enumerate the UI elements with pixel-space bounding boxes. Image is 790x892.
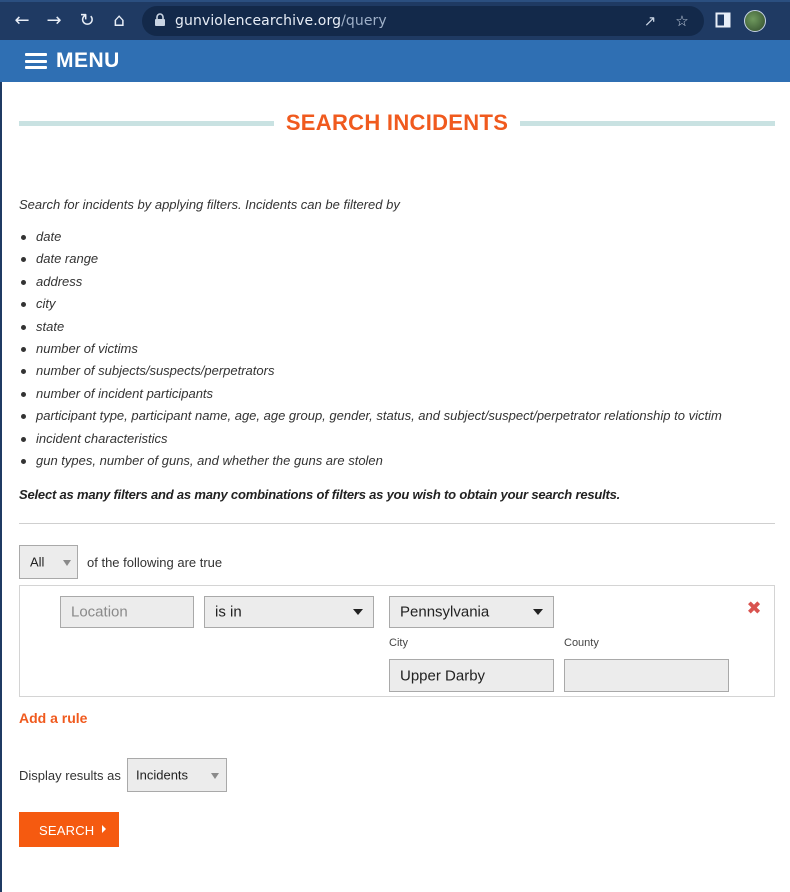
instructions-text: Select as many filters and as many combinations of filters as you wish to obtain your search results. bbox=[19, 487, 621, 502]
list-item: date range bbox=[19, 249, 779, 271]
list-item: participant type, participant name, age, age group, gender, status, and subject/suspect/perpetrator relationship to victim bbox=[19, 406, 779, 428]
operator-select[interactable]: is in bbox=[204, 596, 374, 628]
divider bbox=[19, 523, 775, 524]
city-input[interactable]: Upper Darby bbox=[389, 659, 554, 692]
chevron-down-icon bbox=[533, 609, 543, 615]
back-icon[interactable]: ← bbox=[14, 10, 30, 31]
city-label: City bbox=[389, 637, 408, 649]
field-input[interactable]: Location bbox=[60, 596, 194, 628]
list-item: gun types, number of guns, and whether the guns are stolen bbox=[19, 451, 779, 473]
list-item: number of victims bbox=[19, 339, 779, 361]
page-left-edge bbox=[0, 82, 2, 892]
match-suffix: of the following are true bbox=[87, 555, 223, 570]
county-input[interactable] bbox=[564, 659, 729, 692]
page-title: SEARCH INCIDENTS bbox=[285, 110, 509, 135]
county-label: County bbox=[564, 637, 599, 649]
intro-text: Search for incidents by applying filters. Incidents can be filtered by bbox=[19, 197, 400, 212]
chevron-down-icon bbox=[63, 560, 71, 566]
chevron-down-icon bbox=[353, 609, 363, 615]
share-icon[interactable]: ↗ bbox=[643, 12, 657, 30]
filter-list bbox=[19, 227, 779, 473]
address-bar[interactable] bbox=[142, 6, 704, 36]
display-results-label: Display results as bbox=[19, 768, 121, 783]
reload-icon[interactable]: ↻ bbox=[79, 10, 95, 31]
site-header bbox=[0, 40, 790, 82]
list-item: date bbox=[19, 227, 779, 249]
state-select[interactable]: Pennsylvania bbox=[389, 596, 554, 628]
chevron-down-icon bbox=[211, 773, 219, 779]
browser-toolbar bbox=[0, 0, 790, 40]
title-rule-left bbox=[19, 121, 274, 126]
list-item: number of incident participants bbox=[19, 384, 779, 406]
tab-strip-edge bbox=[0, 0, 790, 2]
list-item: address bbox=[19, 272, 779, 294]
list-item: state bbox=[19, 317, 779, 339]
match-select[interactable]: All bbox=[19, 545, 78, 579]
hamburger-icon[interactable] bbox=[25, 53, 47, 69]
star-icon[interactable]: ☆ bbox=[675, 12, 689, 30]
list-item: incident characteristics bbox=[19, 429, 779, 451]
avatar[interactable] bbox=[744, 10, 766, 32]
display-results-select[interactable]: Incidents bbox=[127, 758, 227, 792]
title-rule-right bbox=[520, 121, 775, 126]
home-icon[interactable]: ⌂ bbox=[113, 10, 125, 31]
sidepanel-icon[interactable] bbox=[715, 12, 731, 28]
forward-icon[interactable]: → bbox=[46, 10, 62, 31]
list-item: city bbox=[19, 294, 779, 316]
url-text: gunviolencearchive.org/query bbox=[175, 13, 387, 29]
search-button[interactable]: SEARCH bbox=[19, 812, 119, 847]
add-rule-link[interactable]: Add a rule bbox=[19, 710, 88, 726]
remove-rule-icon[interactable]: ✖ bbox=[746, 598, 762, 619]
list-item: number of subjects/suspects/perpetrators bbox=[19, 361, 779, 383]
lock-icon bbox=[154, 13, 166, 27]
chevron-right-icon bbox=[102, 825, 106, 833]
menu-button[interactable]: MENU bbox=[56, 49, 120, 72]
